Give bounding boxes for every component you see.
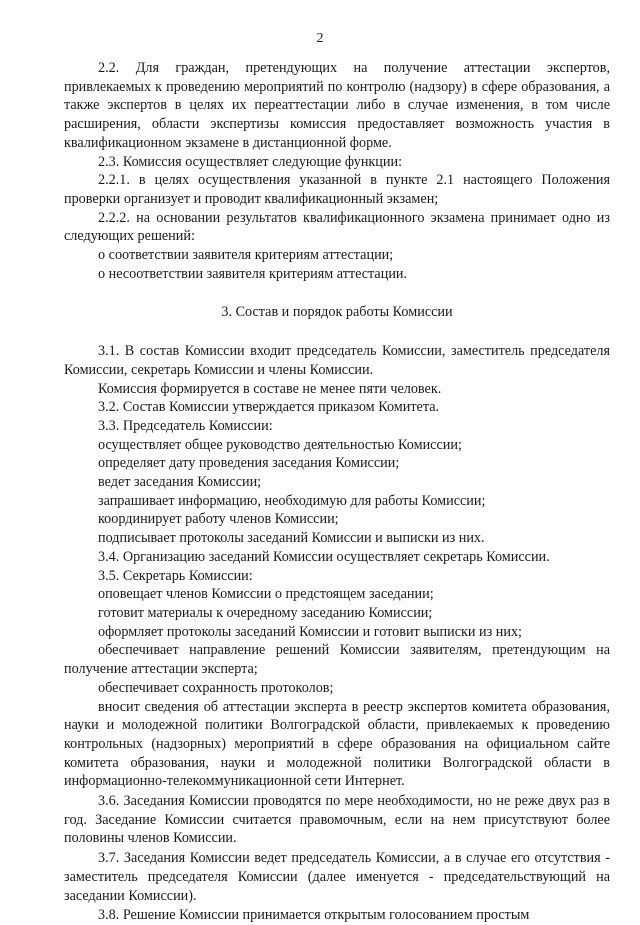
paragraph-3-3: 3.3. Председатель Комиссии: [98, 417, 273, 434]
chairman-duty-item: подписывает протоколы заседаний Комиссии и выписки из них. [98, 530, 485, 547]
chairman-duty-item: определяет дату проведения заседания Комиссии; [98, 455, 400, 472]
paragraph-3-7: 3.7. Заседания Комиссии ведет председатель Комиссии, а в случае его отсутствия - заместитель председателя Комиссии (далее именуется - председательствующий на заседании Комиссии). [64, 850, 610, 904]
secretary-duty-item: обеспечивает направление решений Комиссии заявителям, претендующим на получение аттестации эксперта; [64, 642, 610, 678]
paragraph-3-8: 3.8. Решение Комиссии принимается открытым голосованием простым [98, 907, 530, 924]
paragraph-2-2-1: 2.2.1. в целях осуществления указанной в пункте 2.1 настоящего Положения проверки организует и проводит квалификационный экзамен; [64, 172, 610, 207]
paragraph-decision-mismatch: о несоответствии заявителя критериям аттестации. [98, 265, 408, 282]
paragraph-2-3: 2.3. Комиссия осуществляет следующие функции: [98, 153, 403, 170]
chairman-duty-item: запрашивает информацию, необходимую для работы Комиссии; [98, 492, 486, 509]
paragraph-decision-match: о соответствии заявителя критериям аттестации; [98, 247, 394, 264]
chairman-duty-item: осуществляет общее руководство деятельностью Комиссии; [98, 436, 462, 453]
paragraph-3-4: 3.4. Организацию заседаний Комиссии осуществляет секретарь Комиссии. [98, 548, 550, 565]
secretary-duty-item: оформляет протоколы заседаний Комиссии и готовит выписки из них; [98, 623, 522, 640]
paragraph-3-1: 3.1. В состав Комиссии входит председатель Комиссии, заместитель председателя Комиссии, секретарь Комиссии и члены Комиссии. [64, 343, 610, 378]
paragraph-3-6: 3.6. Заседания Комиссии проводятся по мере необходимости, но не реже двух раз в год. Заседание Комиссии считается правомочным, если на нем присутствуют более половины членов Комиссии. [64, 793, 610, 847]
paragraph-3-5: 3.5. Секретарь Комиссии: [98, 567, 253, 584]
document-body [64, 59, 610, 925]
secretary-duty-item: обеспечивает сохранность протоколов; [98, 679, 334, 696]
secretary-duty-item: готовит материалы к очередному заседанию Комиссии; [98, 604, 433, 621]
page-number: 2 [316, 31, 324, 46]
section-heading: 3. Состав и порядок работы Комиссии [221, 304, 453, 321]
secretary-duty-item: вносит сведения об аттестации эксперта в реестр экспертов комитета образования, науки и молодежной политики Волгоградской области, привлекаемых к проведению контрольных (надзорных) мероприятий в сфере образования на официальном сайте комитета образования, науки и молодежной политики Волгоградской области в информационно-телекоммуникационной сети Интернет. [64, 698, 610, 790]
paragraph-2-2: 2.2. Для граждан, претендующих на получение аттестации экспертов, привлекаемых к проведению мероприятий по контролю (надзору) в сфере образования, а также экспертов в целях их переаттестации либо в случае изменения, в том числе расширения, области экспертизы комиссия предоставляет возможность участия в квалификационном экзамене в дистанционной форме. [64, 60, 610, 151]
paragraph-2-2-2: 2.2.2. на основании результатов квалификационного экзамена принимает одно из следующих решений: [64, 209, 610, 245]
paragraph-commission-size: Комиссия формируется в составе не менее пяти человек. [98, 380, 442, 397]
paragraph-3-2: 3.2. Состав Комиссии утверждается приказом Комитета. [98, 399, 440, 416]
chairman-duty-item: координирует работу членов Комиссии; [98, 511, 339, 528]
chairman-duty-item: ведет заседания Комиссии; [98, 474, 262, 491]
secretary-duty-item: оповещает членов Комиссии о предстоящем заседании; [98, 586, 434, 603]
